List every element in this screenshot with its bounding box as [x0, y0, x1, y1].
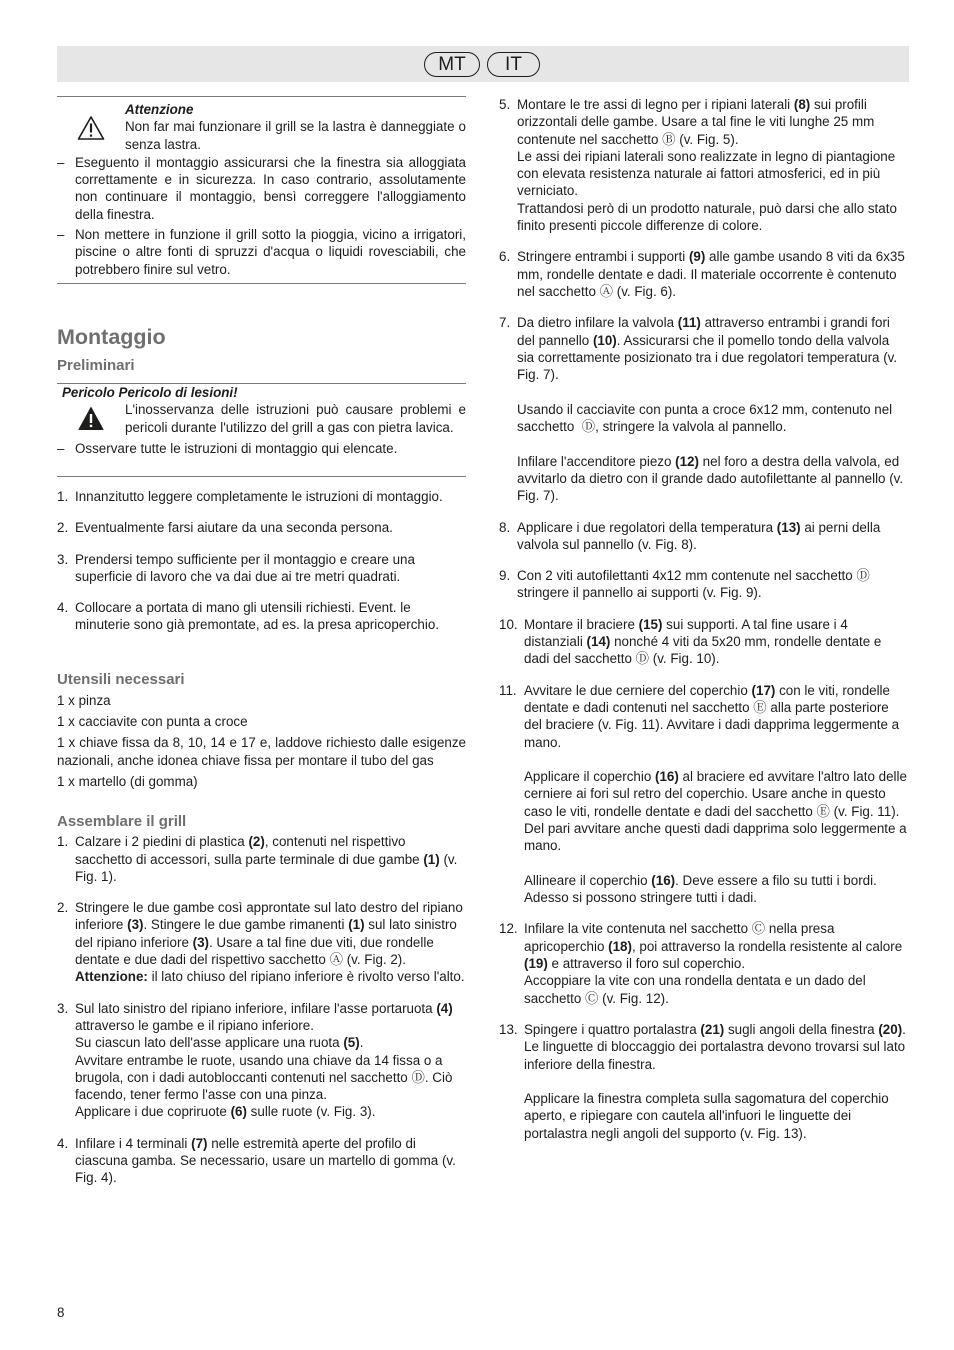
attention-title: Attenzione: [125, 102, 194, 117]
language-tab-it[interactable]: IT: [487, 52, 540, 77]
list-item: 3. Sul lato sinistro del ripiano inferiore, infilare l'asse portaruota (4) attraverso le gambe e il ripiano inferiore. Su ciascun lato dell'asse applicare una ruota (5). Avvitare entrambe le ruote, usando una chiave da 14 fissa o a brugola, con i dadi autobloccanti contenuti nel sacchetto Ⓓ. Ciò facendo, tener fermo l'asse con una pinza. Applicare i due copriruote (6) sulle ruote (v. Fig. 3).: [57, 1000, 453, 1120]
list-item: 3. Prendersi tempo sufficiente per il montaggio e creare una superficie di lavoro che va dai due ai tre metri quadrati.: [57, 551, 415, 584]
attention-text: Non far mai funzionare il grill se la lastra è danneggiate o senza lastra.: [125, 119, 466, 152]
list-item: 8. Applicare i due regolatori della temperatura (13) ai perni della valvola sul pannello (v. Fig. 8).: [499, 519, 881, 552]
preliminari-list: [57, 488, 466, 634]
list-item: 1 x martello (di gomma): [57, 773, 198, 789]
list-item: 1. Innanzitutto leggere completamente le istruzioni di montaggio.: [57, 489, 443, 504]
list-item: – Eseguento il montaggio assicurarsi che la finestra sia alloggiata correttamente e in sicurezza. In caso contrario, assolutamente non continuare il montaggio, bensì correggere l'alloggiamento della finestra.: [57, 154, 466, 222]
list-item: 7. Da dietro infilare la valvola (11) attraverso entrambi i grandi fori del pannello (10). Assicurarsi che il pomello tondo della valvola sia correttamente posizionato tra i due regolatori temperatura (v. Fig. 7). Usando il cacciavite con punta a croce 6x12 mm, contenuto nel sacchetto Ⓓ, stringere la valvola al pannello. Infilare l'accenditore piezo (12) nel foro a destra della valvola, ed avvitarlo da dietro con il grande dado autofilettante al pannello (v. Fig. 7).: [499, 315, 904, 504]
list-item: 1 x cacciavite con punta a croce: [57, 714, 248, 730]
list-item: 5. Montare le tre assi di legno per i ripiani laterali (8) sui profili orizzontali delle gambe. Usare a tal fine le viti lunghe 25 mm contenute nel sacchetto Ⓑ (v. Fig. 5). Le assi dei ripiani laterali sono realizzate in legno di piantagione con elevata resistenza naturale ai fattori atmosferici, ed in più verniciato. Trattandosi però di un prodotto naturale, può darsi che allo stato finito presenti piccole differenze di colore.: [499, 97, 897, 234]
tools-list: [57, 692, 466, 790]
list-item: 2. Eventualmente farsi aiutare da una seconda persona.: [57, 520, 393, 536]
list-item: 1 x pinza: [57, 692, 111, 708]
assembly-steps-left: [57, 833, 466, 1186]
danger-text: L'inosservanza delle istruzioni può causare problemi e pericoli durante l'utilizzo del grill a gas con pietra lavica.: [125, 402, 466, 435]
list-item: 4. Collocare a portata di mano gli utensili richiesti. Event. le minuterie sono già premontate, ad es. la presa apricoperchio.: [57, 600, 439, 633]
subsection-title-assemblare: Assemblare il grill: [57, 813, 187, 831]
right-column: [499, 96, 909, 1142]
language-tab-mt[interactable]: MT: [424, 52, 480, 77]
list-item: 12. Infilare la vite contenuta nel sacchetto Ⓒ nella presa apricoperchio (18), poi attraverso la rondella resistente al calore (19) e attraverso il foro sul coperchio. Accoppiare la vite con una rondella dentata e un dado del sacchetto Ⓒ (v. Fig. 12).: [499, 921, 903, 1006]
list-item: 9. Con 2 viti autofilettanti 4x12 mm contenute nel sacchetto Ⓓ stringere il pannello ai supporti (v. Fig. 9).: [499, 568, 870, 601]
page-number: 8: [57, 1305, 65, 1320]
list-item: 4. Infilare i 4 terminali (7) nelle estremità aperte del profilo di ciascuna gamba. Se necessario, usare un martello di gomma (v. Fig. 4).: [57, 1135, 456, 1186]
warning-triangle-icon: [57, 101, 125, 153]
attention-notice: [57, 96, 466, 284]
danger-triangle-icon: [57, 401, 125, 436]
danger-notice: [57, 383, 466, 477]
subsection-title-preliminari: Preliminari: [57, 357, 135, 374]
list-item: 1. Calzare i 2 piedini di plastica (2), contenuti nel rispettivo sacchetto di accessori, sulla parte terminale di due gambe (1) (v. Fig. 1).: [57, 834, 458, 884]
list-item: 2. Stringere le due gambe così approntate sul lato destro del ripiano inferiore (3). Stingere le due gambe rimanenti (1) sul lato sinistro del ripiano inferiore (3). Usare a tal fine due viti, due rondelle dentate e due dadi del rispettivo sacchetto Ⓐ (v. Fig. 2). Attenzione: il lato chiuso del ripiano inferiore è rivolto verso l'alto.: [57, 900, 465, 985]
list-item: 1 x chiave fissa da 8, 10, 14 e 17 e, laddove richiesto dalle esigenze nazionali, anche idonea chiave fissa per montare il tubo del gas: [57, 735, 466, 768]
list-item: 10. Montare il braciere (15) sui supporti. A tal fine usare i 4 distanziali (14) nonché 4 viti da 5x20 mm, rondelle dentate e dadi del sacchetto Ⓓ (v. Fig. 10).: [499, 616, 882, 667]
list-item: 11. Avvitare le due cerniere del coperchio (17) con le viti, rondelle dentate e dadi contenuti nel sacchetto Ⓔ alla parte posteriore del braciere (v. Fig. 11). Avvitare i dadi dapprima leggermente a mano. Applicare il coperchio (16) al braciere ed avvitare l'altro lato delle cerniere ai fori sul retro del coperchio. Usare anche in questo caso le viti, rondelle dentate e dadi del sacchetto Ⓔ (v. Fig. 11). Del pari avvitare anche questi dadi dapprima solo leggermente a mano. Allineare il coperchio (16). Deve essere a filo su tutti i bordi. Adesso si possono stringere tutti i dadi.: [499, 682, 907, 906]
list-item: – Osservare tutte le istruzioni di montaggio qui elencate.: [57, 440, 398, 456]
header-bar: [57, 46, 909, 82]
list-item: – Non mettere in funzione il grill sotto la pioggia, vicino a irrigatori, piscine o altre fonti di spruzzi d'acqua o liquidi rovesciabili, che potrebbero finire sul vetro.: [57, 227, 466, 277]
danger-title: Pericolo Pericolo di lesioni!: [62, 385, 238, 400]
section-title-montaggio: Montaggio: [57, 325, 166, 349]
subsection-title-utensili: Utensili necessari: [57, 670, 185, 688]
list-item: 6. Stringere entrambi i supporti (9) alle gambe usando 8 viti da 6x35 mm, rondelle dentate e dadi. Il materiale occorrente è contenuto nel sacchetto Ⓐ (v. Fig. 6).: [499, 249, 905, 299]
list-item: 13. Spingere i quattro portalastra (21) sugli angoli della finestra (20). Le linguette di bloccaggio dei portalastra devono trovarsi sul lato inferiore della finestra. Applicare la finestra completa sulla sagomatura del coperchio aperto, e ripiegare con cautela all'infuori le linguette dei portalastra negli angoli del supporto (v. Fig. 13).: [499, 1021, 906, 1141]
left-column: [57, 96, 466, 1187]
